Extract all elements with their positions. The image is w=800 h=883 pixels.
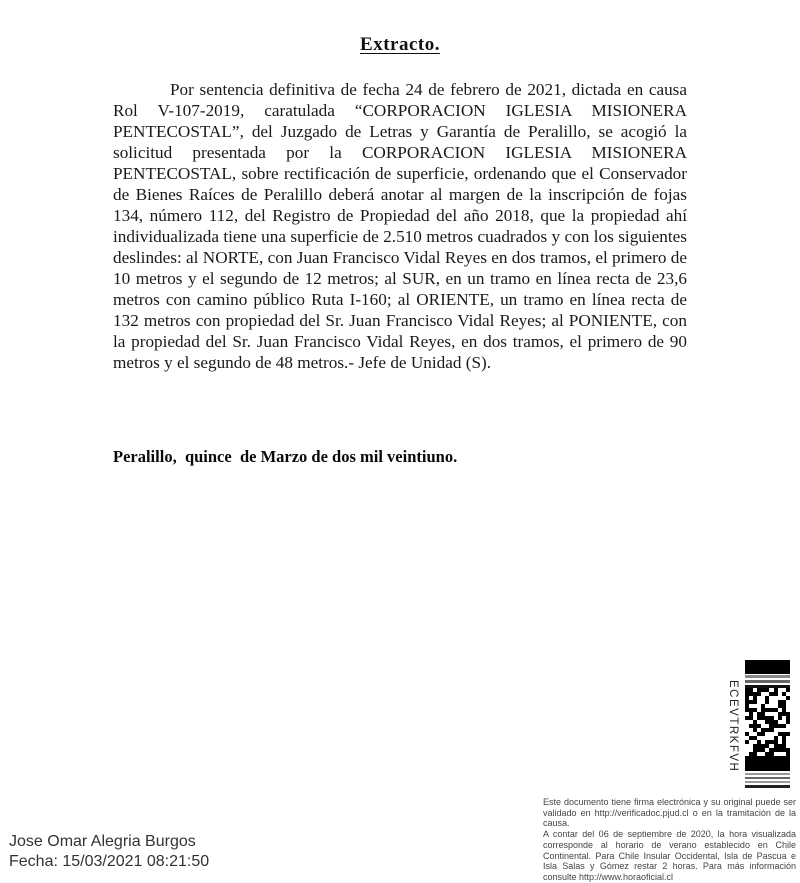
document-title: [0, 34, 800, 56]
signer-name: Jose Omar Alegria Burgos: [9, 833, 196, 850]
barcode-matrix: [745, 688, 790, 756]
barcode-stripe: [745, 660, 790, 674]
verification-code: ECEVTRKFVH: [727, 680, 739, 773]
document-title-text: Extracto.: [360, 34, 440, 55]
barcode-stripe: [745, 785, 790, 788]
signature-date: Fecha: 15/03/2021 08:21:50: [9, 853, 210, 870]
document-date-line: Peralillo, quince de Marzo de dos mil veintiuno.: [113, 447, 458, 466]
document-body-paragraph: Por sentencia definitiva de fecha 24 de febrero de 2021, dictada en causa Rol V-107-2019, caratulada “CORPORACION IGLESIA MISIONERA PENTECOSTAL”, del Juzgado de Letras y Garantía de Peralillo, se acogió la solicitud presentada por la CORPORACION IGLESIA MISIONERA PENTECOSTAL, sobre rectificación de superficie, ordenando que el Conservador de Bienes Raíces de Peralillo deberá anotar al margen de la inscripción de fojas 134, número 112, del Registro de Propiedad del año 2018, que la propiedad ahí individualizada tiene una superficie de 2.510 metros cuadrados y con los siguientes deslindes: al NORTE, con Juan Francisco Vidal Reyes en dos tramos, el primero de 10 metros y el segundo de 12 metros; al SUR, en un tramo en línea recta de 23,6 metros con camino público Ruta I-160; al ORIENTE, un tramo en línea recta de 132 metros con propiedad del Sr. Juan Francisco Vidal Reyes; al PONIENTE, con la propiedad del Sr. Juan Francisco Vidal Reyes, en dos tramos, el primero de 90 metros y el segundo de 48 metros.- Jefe de Unidad (S).: [113, 80, 687, 372]
legal-fine-print: [543, 797, 796, 883]
fine-print-validation-note: Este documento tiene firma electrónica y su original puede ser validado en http://verificadoc.pjud.cl o en la tramitación de la causa.: [543, 797, 796, 829]
barcode-stripe: [745, 756, 790, 771]
fine-print-time-note: A contar del 06 de septiembre de 2020, la hora visualizada corresponde al horario de verano establecido en Chile Continental. Para Chile Insular Occidental, Isla de Pascua e Isla Salas y Gómez restar 2 horas. Para más información consulte http://www.horaoficial.cl: [543, 829, 796, 882]
verification-barcode-icon: [745, 660, 790, 793]
signature-block: [9, 832, 209, 872]
